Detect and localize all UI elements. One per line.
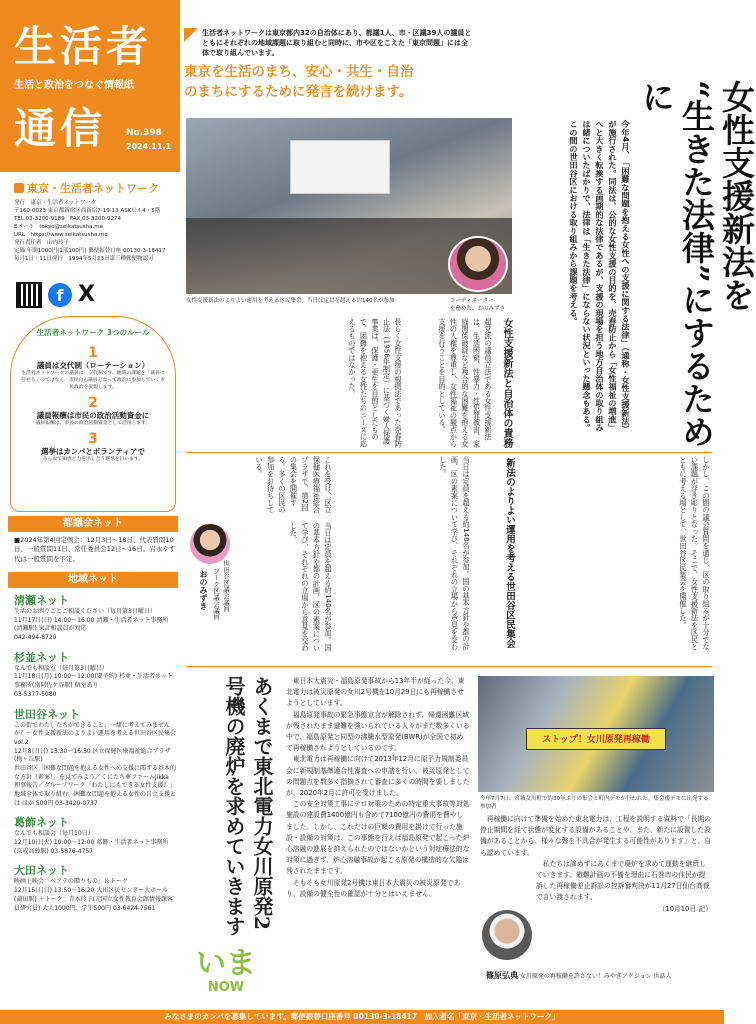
net-name: 清瀬ネット — [14, 594, 69, 607]
rules-box — [10, 316, 176, 512]
article2-para: 再稼働に向けて準備を始めた東北電力は、工程を説明する資料で「長期の停止期間を経て状態が変化する設備があることや、また、新たに設置した設備があることから、様々な聲を不具合が発生する可能性があります」と、自ら認めています。 — [480, 815, 712, 857]
rule-item — [21, 396, 165, 428]
masthead-title-top: 生活者 — [14, 22, 153, 71]
signer-photo — [482, 910, 532, 960]
headline-line-1: 女性支援新法を — [717, 80, 756, 311]
article1-para: 当日は定員を超える約140名が参加。国の基本方針や都の計画、区の素案について学び、それぞれの立場から意見を交わした。 — [289, 522, 333, 652]
article1-para: 当日は定員を超える約140名が参加。国の基本方針や都の計画、区の素案について学び、それぞれの立場から意見を交わした。 — [439, 456, 471, 651]
article1-section-head: 新法のよりよい運用を考える世田谷区民集会 — [504, 458, 515, 648]
author-role: 世田谷区議会議員 — [222, 560, 230, 612]
rule-head: 議員は交代制（ローテーション） — [36, 361, 150, 370]
rule-head: 議員報酬は市民の政治活動資金に — [36, 410, 150, 420]
publisher-line: 発行 東京・生活者ネットワーク — [14, 200, 97, 206]
article1-para: 長らく女性支援の根拠法であった売春防止法（1956年制定）に基づく婦人保護事業は、保護・更生を目的としたもので、困難を抱える女性たちのニーズに応えるものではなかった。 — [348, 318, 403, 448]
rules-title: 生活者ネットワーク 3つのルール — [36, 328, 150, 337]
article1-section-head: 女性支援新法と自治体の責務 — [501, 318, 512, 448]
now-logo-bottom: NOW — [207, 980, 245, 995]
lead-text: 今年4月、「困難な問題を抱える女性への支援に関する法律」（通称・女性支援新法）が施行された。同法は、公的な女性支援の目的を、売春防止から「女性福祉の増進」へと大きく転換する画期的な法律であるが、支援の現場を担う地方自治体の取り組みは緒についたばかりで、法律は「生きた法律」にならない状況といった懸念もある。この間の世田谷区における取り組みから課題を考える。 — [569, 120, 631, 432]
intro-text: 生活者ネットワークは東京都内32の自治体にあり、都議1人、市・区議39人の議員とともにそれぞれの地域課題に取り組むと同時に、市や区をこえた「東京問題」には全体で取り組んでいます。 — [202, 29, 472, 58]
article1-para: 超党派の議員立法である女性支援新法は、生活困窮、性暴力・性犯罪被害、家庭関係破綻など複合的な困難を抱える女性の人権を尊重し、女性福祉の観点から支援を行うことを目的としている。 — [438, 318, 493, 448]
qr-code-icon[interactable] — [16, 282, 42, 308]
masthead — [0, 0, 180, 172]
author-role-2: ワーク区議会議員 — [212, 568, 220, 620]
article1-para: しかし、この間の議会質問を通じ、区の取り組みが十分でない課題が浮き彫りとなった。そこで、女性支援新法を区民とともに考える場として、世田谷区民集会を開催した。 — [679, 456, 711, 651]
article2-date: （10月10日 記） — [658, 904, 712, 913]
article1-para: これを受け、区立保健医療福祉総合プラザで、第2回の集会を開催する。多くの区民の参加をお待ちしている。 — [255, 456, 333, 514]
network-logo-icon — [14, 183, 24, 193]
protest-photo — [478, 676, 714, 792]
rule-number: 3 — [88, 430, 98, 447]
net-name: 杉並ネット — [14, 650, 69, 664]
assembly-header: 都議会ネット — [8, 516, 178, 532]
net-item — [14, 862, 176, 913]
article1-divider — [186, 452, 712, 453]
projector-screen — [290, 140, 390, 194]
article2-headline: あくまで東北電力女川原発2号機の廃炉を求めていきます — [222, 676, 274, 936]
photo1-caption: 女性支援新法のよりよい運用を考える区民集会。当日は定員を超える約140名が参加 — [186, 298, 395, 304]
net-text: 生活のお困りごとご相談ください（毎月第3日曜日） 11月17日(日) 14:00～16:00 清瀬・生活者ネット事務所(清瀬駅) 家計相談員が対応 042-494-8720 — [14, 608, 169, 642]
publisher-line: 定価 年間1000円(1部100円) 郵便振替口座 00130-3-18417 — [14, 247, 166, 254]
publisher-block — [14, 180, 174, 264]
net-item — [14, 706, 176, 809]
article1-bottom-rule — [186, 666, 712, 667]
rule-body: みんなで知恵と力を出し合う選挙を行います。 — [42, 456, 144, 462]
rule-number: 2 — [88, 394, 98, 411]
article2-para: 東日本大震災・福島原発事故から13年半が経った今、東北電力は被災原発の女川2号機を10月29日にも再稼働させようとしています。 — [286, 677, 465, 708]
slogan-line-2: のまちにするために発言を続けます。 — [184, 84, 413, 101]
article2-para: 福島原発事故の緊急事態宣言が解除されず、帰還困難区域が残されたまま避難を強いられている人々がまだ数多くいる中で、福島原発と同型の沸騰水型原発(BWR)が全国で初めて再稼働されようとしているのです。 — [286, 710, 470, 753]
article2-para: 私たちは諦めずにあくまで廃炉を求めて運動を継続していきます。避難計画の不備を理由に石巻市の住民が提訴した再稼働差止訴訟の控訴審判決が11月27日仙台高裁で言い渡されます。 — [536, 859, 710, 902]
rule-number: 1 — [88, 345, 98, 361]
local-nets — [14, 592, 176, 1008]
net-text: なんでも相談室（毎月第3日曜日） 11月18日(月) 10:00～12:00(要予約) 杉並・生活者ネット事務所(南阿佐ケ谷駅) 個室あり 03-5377-5080 — [14, 664, 174, 698]
intro-block — [184, 28, 714, 100]
net-name: 世田谷ネット — [14, 707, 80, 721]
publisher-line[interactable]: URL https://www.seikatsusha.me — [14, 231, 108, 238]
net-name: 葛飾ネット — [14, 816, 69, 830]
masthead-title-bottom: 通信 — [14, 104, 107, 153]
intro-box — [184, 28, 714, 58]
publisher-line: 発行責任者 山内玲子 — [14, 239, 70, 246]
issue-number: No.398 — [126, 128, 162, 138]
footer-text: みなさまのカンパを募集しています。郵便振替口座番号 00130-3-18417 加入者名「東京・生活者ネットワーク」 — [164, 1012, 560, 1021]
publisher-line: 毎月1日・11日発行 1994年5月23日第三種郵便物認可 — [14, 255, 154, 262]
publisher-name — [14, 180, 174, 196]
net-text: なんでも相談会（毎月10日） 12月10日(火) 10:00～12:00 葛飾・生活者ネット事務所(京成高砂駅) 03-5876-4757 — [14, 830, 169, 855]
issue-date: 2024.11.1 — [126, 142, 172, 151]
article2-para: そもそも女川原発2号機は東日本大震災の被災原発であり、設備の健全性の確認が十分とはいえません。 — [286, 878, 461, 898]
social-row — [16, 282, 176, 308]
photo2-caption: 今年7月7日、宮城女川町で約30年ぶりの集会と町内デモが行われた。集会後デモに出発する参加者 — [480, 796, 709, 810]
x-icon[interactable]: X — [78, 282, 95, 307]
article2-para: この安全対策工事にテロ対策のための特定重大事故等対処施設の建設費1400億円も含めて7100億円の費用を費やしました。しかし、これだけの巨額の費用を掛けて行った施設・設備の対策は、この事態を行えば福島原発で起こった炉心溶融の進展を抑えられたのではないかという対症療法的な対策に過ぎず、炉心溶融事故が起こる原発の構造的な欠陥は残されたままです。 — [286, 800, 470, 876]
now-logo-top: いま — [196, 946, 256, 981]
footer-bar — [0, 1010, 724, 1024]
assembly-text: ■2024年第4回定例会：12月3日～18日、代表質問10日、一般質問11日、常任委員会12日～16日。岩永やす代は一般質問を予定。 — [14, 536, 176, 563]
signer-role: 女川原発の再稼働を許さない！みやぎアクション 世話人 — [519, 973, 672, 980]
article2-body-left — [286, 676, 470, 1006]
signer-line — [486, 970, 712, 981]
rule-item — [21, 432, 165, 464]
facebook-icon[interactable]: f — [48, 283, 72, 307]
net-text: この街でわたしたちができること、一緒に考えてみませんか？～女性支援新法のよりよい運用を考える世田谷区民集会 vol.2 12月8日(日) 13:30～16:30 区立保健医療福祉総合プラザ(梅ヶ丘駅) 世田谷区「困難な問題を抱える女性への支援に関する基本的な方針（素案）」を見てみよう／くにたち夢ファームJikka 理事報告／グループワーク「わたしにもできる女性支援？」地域全体で取り組む、困難な問題を抱える女性の自立支援とは ほか 500円 03-3420-0737 — [14, 721, 177, 807]
coordinator-photo — [448, 236, 508, 292]
signer-name: 篠原弘典 — [486, 971, 518, 980]
net-item — [14, 814, 176, 856]
author-name: おのみずき — [199, 570, 208, 610]
headline — [636, 80, 756, 460]
net-item — [14, 649, 176, 700]
local-header: 地域ネット — [8, 572, 178, 588]
publisher-line: TEL.03-3200-9189 FAX.03-3200-9274 — [14, 215, 122, 222]
article2-para: 東北電力は再稼働に向けて2013年12月に原子力規制委員会に新規制基準適合性審査への申請を行い、被災原発としての問題点を数多く指摘されて審査に多くの時間を要しましたが、2020年2月に許可を受けました。 — [286, 755, 470, 798]
publisher-line: Eメール tokyo@seikatsusha.me — [14, 223, 103, 230]
photo1-caption-2: コーディネーター — [450, 298, 494, 304]
rule-body: 議員報酬は、市民の政治活動資金として活用します。 — [35, 420, 151, 426]
protest-banner: ストップ！女川原発再稼働 — [526, 728, 666, 750]
net-name: 大田ネット — [14, 864, 69, 878]
masthead-tagline: 生活と政治をつなぐ情報紙 — [14, 80, 134, 91]
publisher-line: 〒160-0023 東京都新宿区西新宿7-19-13 ASKビル4・5階 — [14, 207, 161, 214]
intro-arrow-icon — [184, 28, 198, 42]
rule-body: 生活者ネットワークの議員は、交代制です。地域の課題を「議員に任せる」のではなく、市民自ら議員となって政治に参加していく市民政治を実現します。 — [21, 371, 165, 390]
headline-line-2: “生きた法律”にするために — [637, 80, 716, 448]
slogan-line-1: 東京を生活のまち、安心・共生・自治 — [184, 64, 414, 81]
rule-item — [21, 346, 165, 392]
net-item — [14, 592, 176, 643]
now-logo — [186, 948, 266, 1004]
publisher-name-text: 東京・生活者ネットワーク — [27, 182, 159, 195]
photo1-caption-3: を務めた、おのみずき — [450, 306, 506, 312]
author-photo — [190, 524, 230, 564]
rule-head: 選挙はカンパとボランティアで — [40, 446, 146, 456]
net-text: 映画上映会「ベアテの贈りもの」＆トーク 12月15日(日) 13:50～16:20 大田区民センター大ホール(蒲田駅) ＋トーク：青木玲子(元国立女性教育会館情報課客員研究員) 大人1000円、学生500円 03-6424-7561 — [14, 878, 173, 912]
